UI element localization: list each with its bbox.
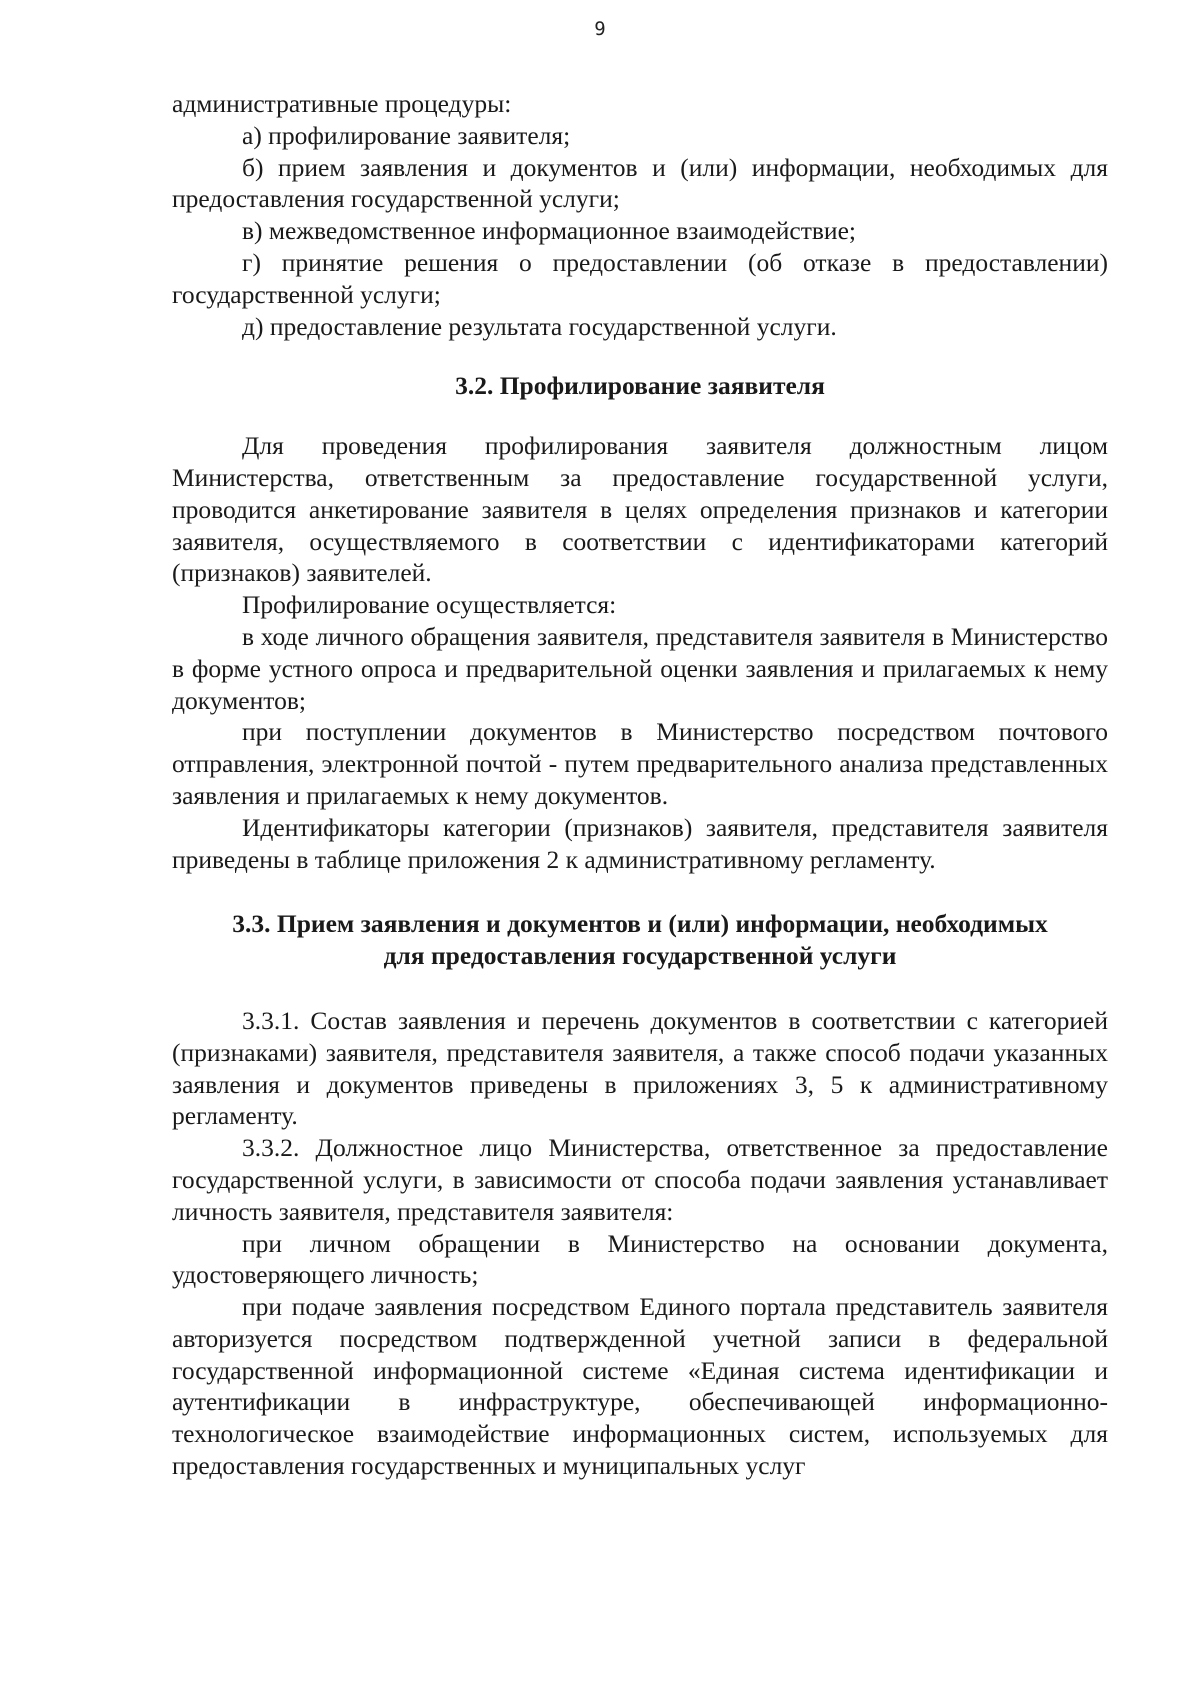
section-3-2-paragraph: при поступлении документов в Министерство посредством почтового отправления, электронной почтой - путем предварительного анализа представленных заявления и прилагаемых к нему документов. (172, 717, 1108, 810)
document-body (172, 88, 1108, 1482)
section-3-3-paragraph: 3.3.1. Состав заявления и перечень документов в соответствии с категорией (признаками) заявителя, представителя заявителя, а также способ подачи указанных заявления и документов приведены в приложениях 3, 5 к административному регламенту. (172, 1005, 1108, 1131)
section-3-3-paragraph: 3.3.2. Должностное лицо Министерства, ответственное за предоставление государственной услуги, в зависимости от способа подачи заявления устанавливает личность заявителя, представителя заявителя: (172, 1133, 1108, 1226)
procedure-item-b: б) прием заявления и документов и (или) информации, необходимых для предоставления государственной услуги; (172, 152, 1108, 214)
procedure-item-d: г) принятие решения о предоставлении (об отказе в предоставлении) государственной услуги; (172, 247, 1108, 309)
section-3-3-paragraph: при подаче заявления посредством Единого портала представитель заявителя авторизуется посредством подтвержденной учетной записи в федеральной государственной информационной системе «Единая система идентификации и аутентификации в инфраструктуре, обеспечивающей информационно-технологическое взаимодействие информационных систем, используемых для предоставления государственных и муниципальных услуг (172, 1292, 1108, 1481)
section-3-3-paragraph: при личном обращении в Министерство на основании документа, удостоверяющего личность; (172, 1228, 1108, 1290)
procedure-item-e: д) предоставление результата государственной услуги. (242, 311, 837, 341)
section-3-2-paragraph: Профилирование осуществляется: (242, 590, 617, 620)
intro-lead: административные процедуры: (172, 89, 512, 118)
section-3-2-paragraph: в ходе личного обращения заявителя, представителя заявителя в Министерство в форме устного опроса и предварительной оценки заявления и прилагаемых к нему документов; (172, 621, 1108, 715)
procedure-item-a: а) профилирование заявителя; (242, 120, 571, 150)
page-number: 9 (594, 18, 606, 40)
section-3-3-heading-line2: для предоставления государственной услуги (383, 941, 897, 971)
section-3-2-paragraph: Идентификаторы категории (признаков) заявителя, представителя заявителя приведены в таблице приложения 2 к административному регламенту. (172, 812, 1108, 874)
section-3-2-paragraph: Для проведения профилирования заявителя должностным лицом Министерства, ответственным за предоставление государственной услуги, проводится анкетирование заявителя в целях определения признаков и категории заявителя, осуществляемого в соответствии с идентификаторами категорий (признаков) заявителей. (172, 431, 1108, 588)
section-3-3-heading-line1: 3.3. Прием заявления и документов и (или) информации, необходимых (232, 909, 1048, 939)
section-3-2-heading: 3.2. Профилирование заявителя (455, 371, 825, 401)
procedure-item-c: в) межведомственное информационное взаимодействие; (242, 216, 856, 246)
